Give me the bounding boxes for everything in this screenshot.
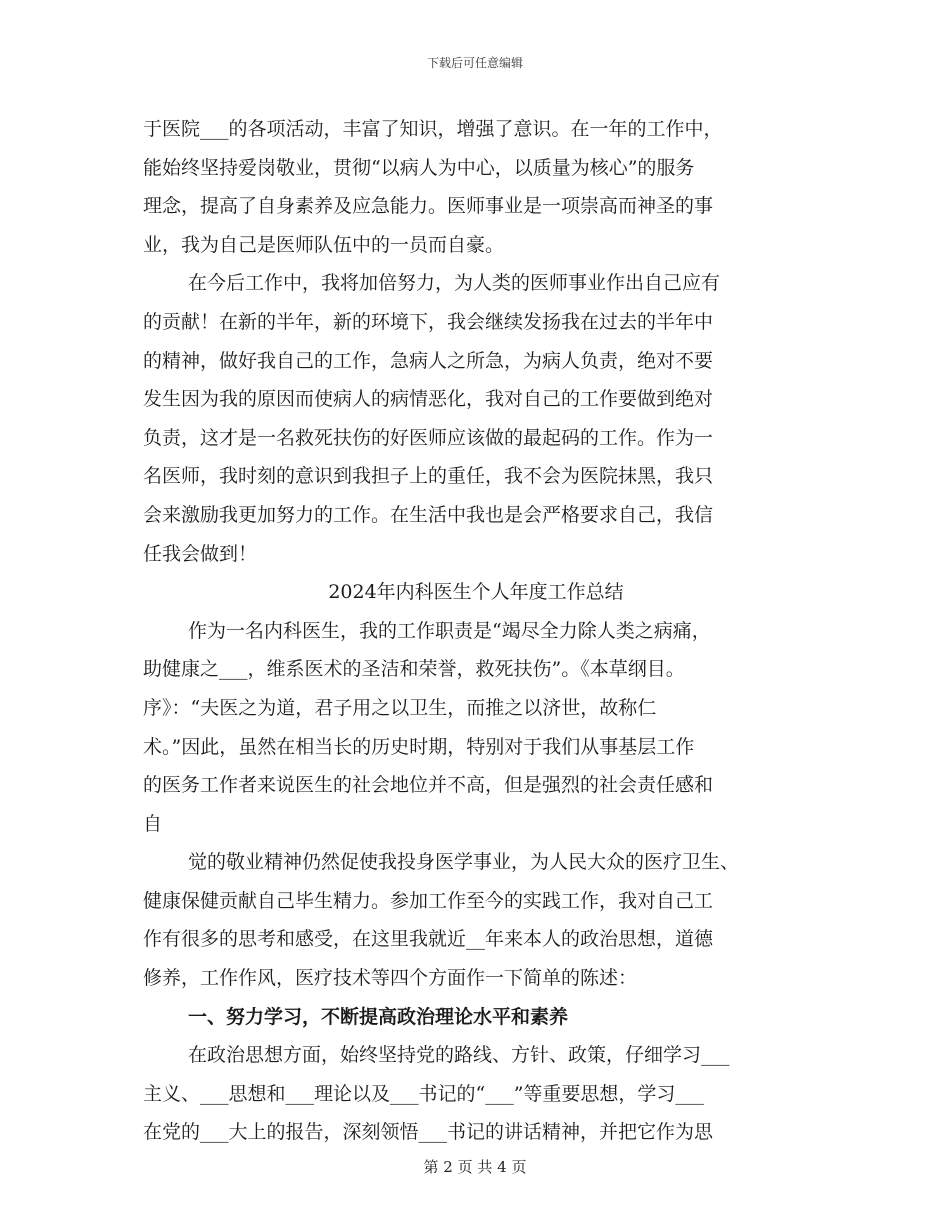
text-line: 于医院___的各项活动，丰富了知识，增强了意识。在一年的工作中，: [143, 118, 723, 140]
text-line: 作为一名内科医生，我的工作职责是“竭尽全力除人类之病痛，: [188, 619, 711, 642]
text-line: 序》：“夫医之为道，君子用之以卫生，而推之以济世，故称仁: [143, 696, 657, 719]
text-line: 的贡献！在新的半年，新的环境下，我会继续发扬我在过去的半年中: [143, 310, 714, 333]
section-heading: 一、努力学习，不断提高政治理论水平和素养: [188, 1005, 569, 1028]
text-line: 任我会做到！: [143, 542, 258, 565]
text-line: 发生因为我的原因而使病人的病情恶化，我对自己的工作要做到绝对: [143, 388, 714, 411]
page-footer: 第 2 页 共 4 页: [423, 1158, 527, 1176]
text-line: 的医务工作者来说医生的社会地位并不高，但是强烈的社会责任感和: [143, 774, 714, 797]
text-line: 在党的___大上的报告，深刻领悟___书记的讲话精神，并把它作为思: [143, 1121, 714, 1144]
document-body: [143, 110, 809, 1152]
text-line: 在今后工作中，我将加倍努力，为人类的医师事业作出自己应有: [188, 272, 721, 295]
text-line: 能始终坚持爱岗敬业，贯彻“以病人为中心，以质量为核心”的服务: [143, 156, 695, 179]
text-line: 主义、___思想和___理论以及___书记的“___”等重要思想，学习___: [143, 1082, 704, 1105]
text-line: 负责，这才是一名救死扶伤的好医师应该做的最起码的工作。作为一: [143, 426, 714, 449]
text-line: 自: [143, 812, 163, 835]
text-line: 业，我为自己是医师队伍中的一员而自豪。: [143, 233, 505, 256]
text-line: 觉的敬业精神仍然促使我投身医学事业，为人民大众的医疗卫生、: [188, 851, 740, 874]
text-line: 健康保健贡献自己毕生精力。参加工作至今的实践工作，我对自己工: [143, 889, 714, 912]
header-note: 下载后可任意编辑: [426, 56, 523, 70]
section-title: 2024年内科医生个人年度工作总结: [328, 581, 624, 604]
text-line: 在政治思想方面，始终坚持党的路线、方针、政策，仔细学习___: [188, 1044, 730, 1067]
text-line: 的精神，做好我自己的工作，急病人之所急，为病人负责，绝对不要: [143, 349, 714, 372]
text-line: 修养，工作作风，医疗技术等四个方面作一下简单的陈述：: [143, 967, 638, 990]
text-line: 作有很多的思考和感受，在这里我就近__年来本人的政治思想，道德: [143, 928, 714, 951]
text-line: 助健康之___，维系医术的圣洁和荣誉，救死扶伤”。《本草纲目。: [143, 658, 685, 681]
text-line: 术。”因此，虽然在相当长的历史时期，特别对于我们从事基层工作: [143, 735, 695, 758]
text-line: 理念，提高了自身素养及应急能力。医师事业是一项崇高而神圣的事: [143, 195, 714, 218]
text-line: 会来激励我更加努力的工作。在生活中我也是会严格要求自己，我信: [143, 503, 714, 526]
text-line: 名医师，我时刻的意识到我担子上的重任，我不会为医院抹黑，我只: [143, 465, 714, 488]
